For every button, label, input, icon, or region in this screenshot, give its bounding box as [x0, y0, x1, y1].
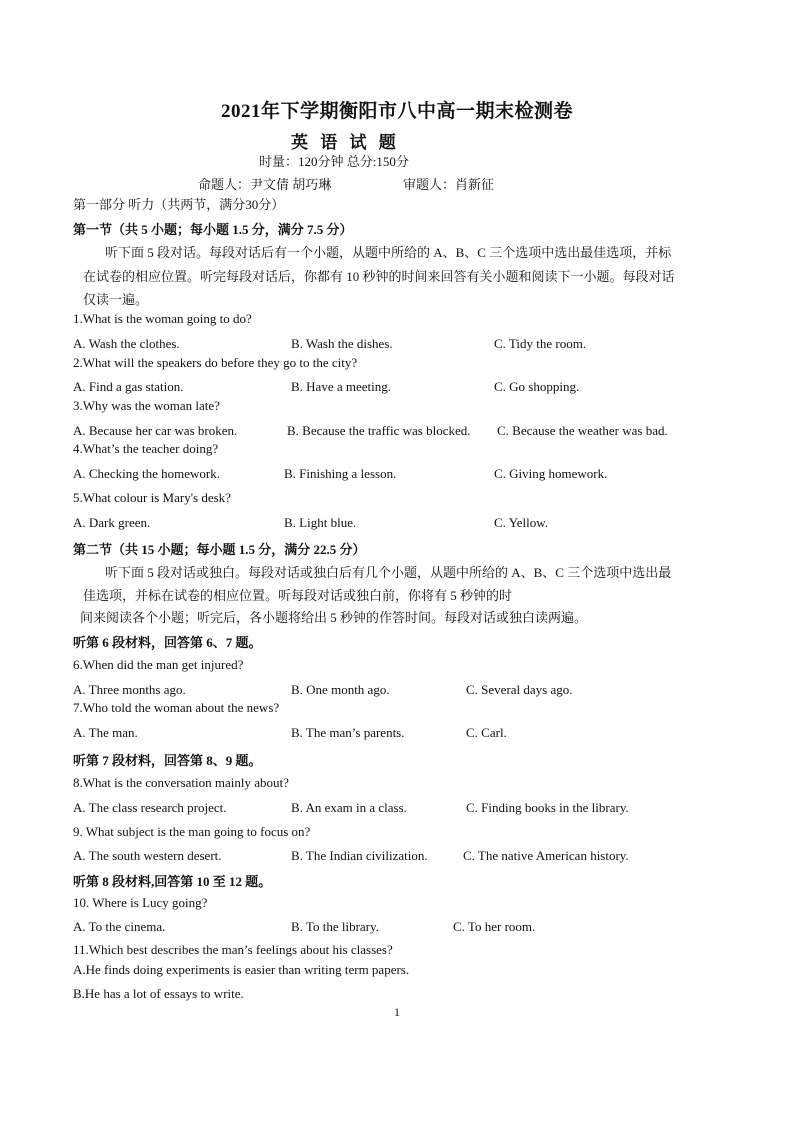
option-c: C. The native American history. [463, 848, 629, 863]
option-a: A. Wash the clothes. [73, 336, 180, 351]
option-a: A.He finds doing experiments is easier than writing term papers. [73, 962, 410, 977]
option-b: B. Light blue. [284, 515, 357, 530]
section1-instruction-line: 在试卷的相应位置。听完每段对话后，你都有 10 秒钟的时间来回答有关小题和阅读下一小题。每段对话 [83, 269, 675, 284]
option-c: C. Finding books in the library. [466, 800, 629, 815]
setters: 命题人：尹文倩 胡巧琳 [198, 177, 332, 192]
option-c: C. Go shopping. [494, 379, 580, 394]
option-b: B. An exam in a class. [291, 800, 407, 815]
section2-heading: 第二节（共 15 小题；每小题 1.5 分，满分 22.5 分） [73, 542, 366, 557]
option-a: A. Checking the homework. [73, 466, 220, 481]
option-a: A. Find a gas station. [73, 379, 184, 394]
option-a: A. The class research project. [73, 800, 227, 815]
option-a: A. Because her car was broken. [73, 423, 238, 438]
option-b: B. Finishing a lesson. [284, 466, 397, 481]
option-a: A. Three months ago. [73, 682, 186, 697]
option-b: B. The man’s parents. [291, 725, 405, 740]
reviewer: 审题人：肖新征 [403, 177, 495, 192]
option-c: C. Yellow. [494, 515, 549, 530]
section1-heading: 第一节（共 5 小题；每小题 1.5 分，满分 7.5 分） [73, 222, 353, 237]
section1-instruction-line: 听下面 5 段对话。每段对话后有一个小题，从题中所给的 A、B、C 三个选项中选出最佳选项，并标 [105, 245, 672, 260]
option-a: A. To the cinema. [73, 919, 166, 934]
option-a: A. The man. [73, 725, 138, 740]
option-b: B. One month ago. [291, 682, 390, 697]
question-stem: 7.Who told the woman about the news? [73, 700, 280, 715]
question-stem: 10. Where is Lucy going? [73, 895, 208, 910]
question-stem: 5.What colour is Mary's desk? [73, 490, 231, 505]
option-b: B. Wash the dishes. [291, 336, 393, 351]
section2-instruction-line: 佳选项，并标在试卷的相应位置。听每段对话或独白前，你将有 5 秒钟的时 [83, 588, 513, 603]
question-stem: 4.What’s the teacher doing? [73, 441, 219, 456]
section2-instruction-line: 间来阅读各个小题；听完后，各小题将给出 5 秒钟的作答时间。每段对话或独白读两遍。 [80, 610, 588, 625]
option-b: B.He has a lot of essays to write. [73, 986, 244, 1001]
option-b: B. To the library. [291, 919, 379, 934]
material-label: 听第 7 段材料，回答第 8、9 题。 [73, 753, 262, 768]
exam-subtitle: 英 语 试 题 [291, 133, 400, 152]
option-c: C. Several days ago. [466, 682, 573, 697]
exam-title: 2021年下学期衡阳市八中高一期末检测卷 [220, 101, 573, 122]
question-stem: 6.When did the man get injured? [73, 657, 244, 672]
option-b: B. Have a meeting. [291, 379, 391, 394]
question-stem: 11.Which best describes the man’s feelings about his classes? [73, 942, 393, 957]
material-label: 听第 6 段材料，回答第 6、7 题。 [73, 635, 262, 650]
option-c: C. Because the weather was bad. [497, 423, 668, 438]
question-stem: 3.Why was the woman late? [73, 398, 220, 413]
option-c: C. To her room. [453, 919, 536, 934]
option-a: A. Dark green. [73, 515, 151, 530]
option-c: C. Giving homework. [494, 466, 608, 481]
question-stem: 8.What is the conversation mainly about? [73, 775, 289, 790]
option-a: A. The south western desert. [73, 848, 222, 863]
option-c: C. Tidy the room. [494, 336, 587, 351]
time-info: 时量：120分钟 总分:150分 [259, 154, 409, 169]
option-b: B. The Indian civilization. [291, 848, 428, 863]
page-number: 1 [394, 1005, 400, 1019]
section1-instruction-line: 仅读一遍。 [83, 292, 149, 307]
question-stem: 1.What is the woman going to do? [73, 311, 252, 326]
option-c: C. Carl. [466, 725, 507, 740]
option-b: B. Because the traffic was blocked. [287, 423, 471, 438]
question-stem: 9. What subject is the man going to focus on? [73, 824, 311, 839]
part1-heading: 第一部分 听力（共两节，满分30分） [73, 197, 285, 212]
question-stem: 2.What will the speakers do before they go to the city? [73, 355, 358, 370]
material-label: 听第 8 段材料,回答第 10 至 12 题。 [73, 874, 272, 889]
section2-instruction-line: 听下面 5 段对话或独白。每段对话或独白后有几个小题，从题中所给的 A、B、C 三个选项中选出最 [105, 565, 672, 580]
